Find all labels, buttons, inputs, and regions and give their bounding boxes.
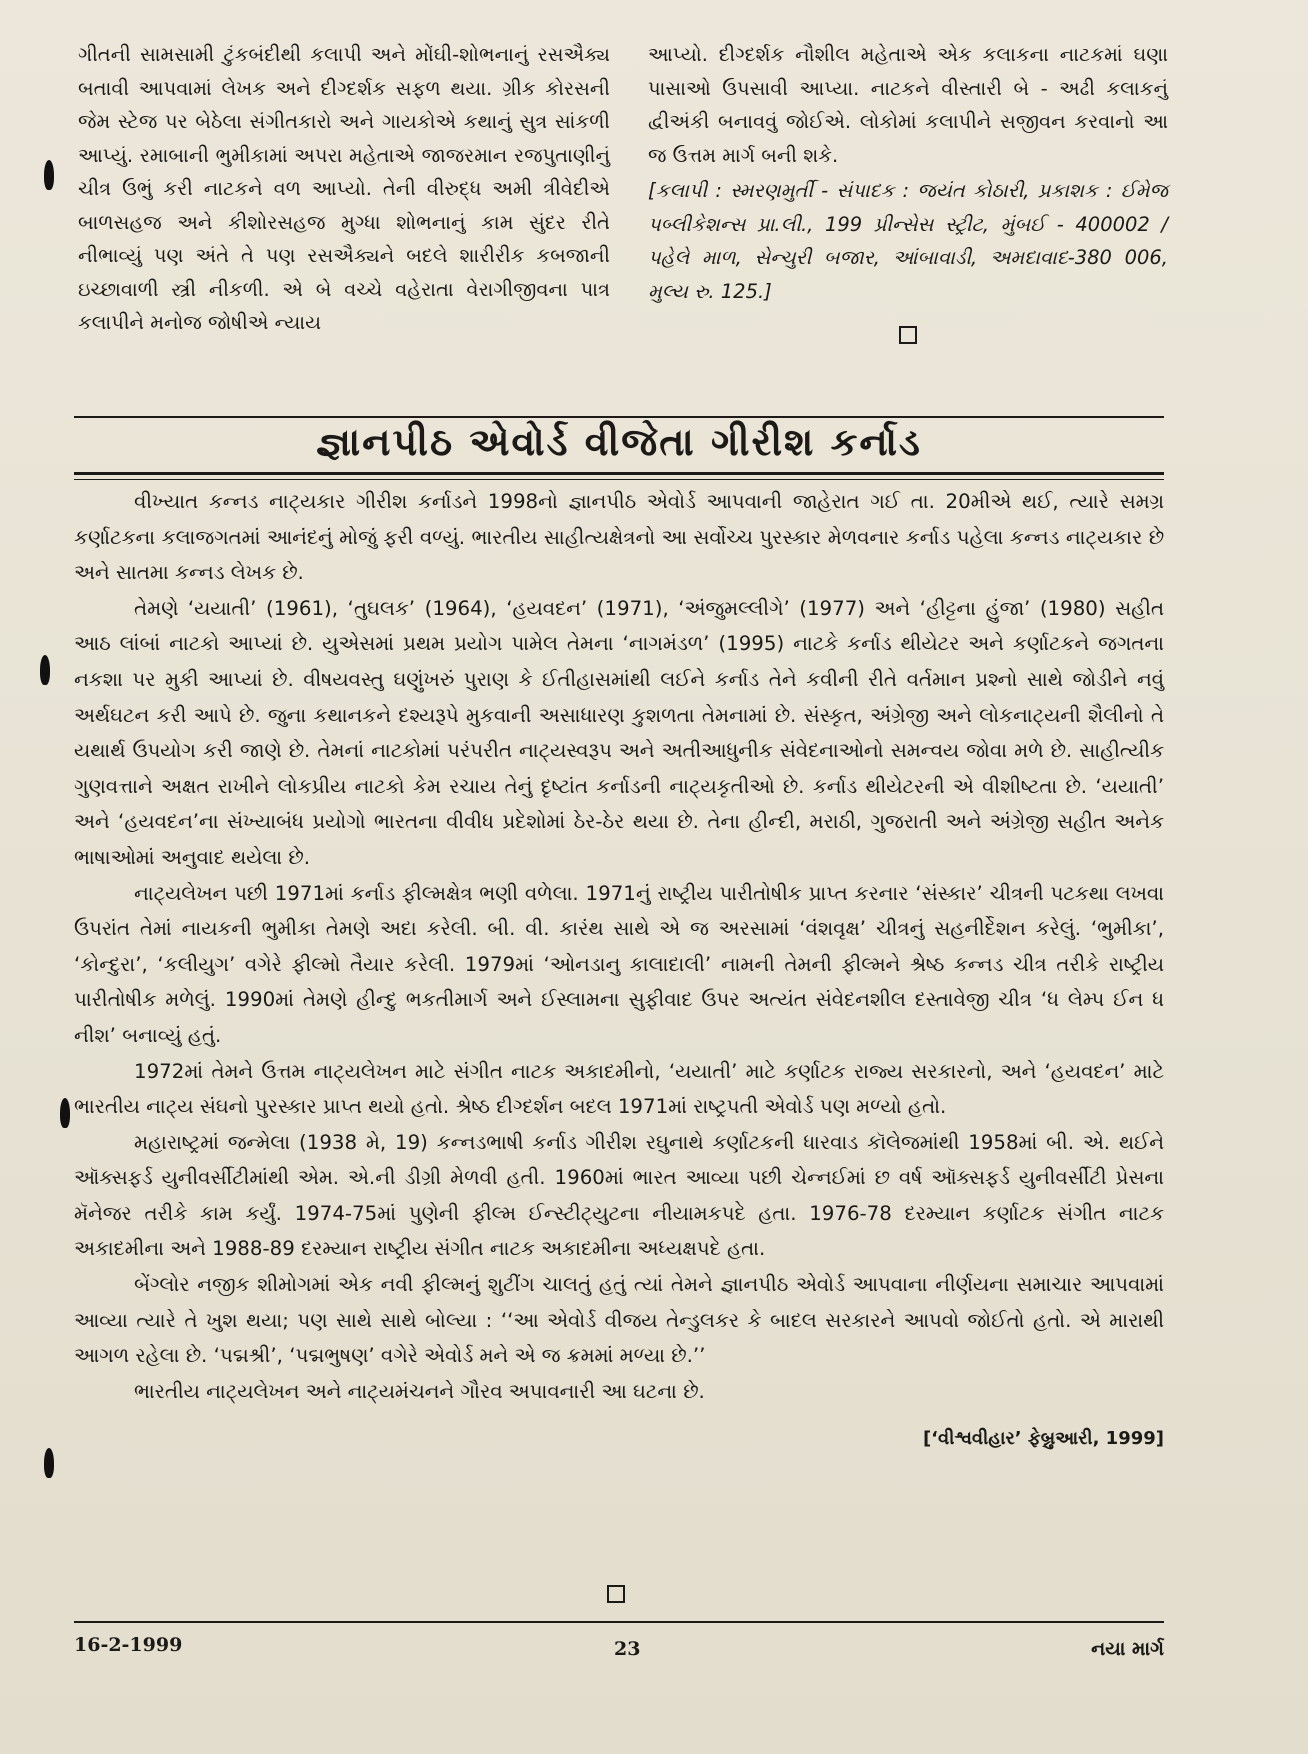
left-column-text: ગીતની સામસામી ટુંકબંદીથી કલાપી અને મોંઘી-શોભનાનું રસઐક્ય બતાવી આપવામાં લેખક અને દીગ્દર્શક સફળ થયા. ગ્રીક કોરસની જેમ સ્ટેજ પર બેઠેલા સંગીતકારો અને ગાયકોએ કથાનું સુત્ર સાંકળી આપ્યું. રમાબાની ભુમીકામાં અપરા મહેતાએ જાજરમાન રજપુતાણીનું ચીત્ર ઉભું કરી નાટકને વળ આપ્યો. તેની વીરુદ્ધ અમી ત્રીવેદીએ બાળસહજ અને કીશોરસહજ મુગ્ધા શોભનાનું કામ સુંદર રીતે નીભાવ્યું પણ અંતે તે પણ રસઐક્યને બદલે શારીરીક કબજાની ઇચ્છાવાળી સ્ત્રી નીકળી. એ બે વચ્ચે વહેરાતા વેરાગીજીવના પાત્ર કલાપીને મનોજ જોષીએ ન્યાય <box>78 43 610 334</box>
right-column-text: આપ્યો. દીગ્દર્શક નૌશીલ મહેતાએ એક કલાકના નાટકમાં ઘણા પાસાઓ ઉપસાવી આપ્યા. નાટકને વીસ્તારી બે - અઢી કલાકનું દ્વીઅંકી બનાવવું જોઈએ. લોકોમાં કલાપીને સજીવન કરવાનો આ જ ઉત્તમ માર્ગ બની શકે. <box>648 43 1168 167</box>
binding-punch-mark <box>44 1448 54 1478</box>
paragraph: બેંગ્લોર નજીક શીમોગમાં એક નવી ફીલ્મનું શુટીંગ ચાલતું હતું ત્યાં તેમને જ્ઞાનપીઠ એવોર્ડ આપવાના નીર્ણયના સમાચાર આપવામાં આવ્યા ત્યારે તે ખુશ થયા; પણ સાથે સાથે બોલ્યા : ‘‘આ એવોર્ડ વીજય તેન્ડુલકર કે બાદલ સરકારને આપવો જોઈતો હતો. એ મારાથી આગળ રહેલા છે. ‘પદ્મશ્રી’, ‘પદ્મભુષણ’ વગેરે એવોર્ડ મને એ જ ક્રમમાં મળ્યા છે.’’ <box>74 1273 1164 1368</box>
magazine-name: નયા માર્ગ <box>1091 1638 1164 1660</box>
footer-date: 16-2-1999 <box>74 1634 183 1656</box>
page-footer <box>74 1628 1164 1668</box>
footer-rule <box>74 1621 1164 1623</box>
title-bottom-rule <box>74 472 1164 475</box>
paragraph: ભારતીય નાટ્યલેખન અને નાટ્યમંચનને ગૌરવ અપાવનારી આ ઘટના છે. <box>134 1379 705 1403</box>
paragraph: 1972માં તેમને ઉત્તમ નાટ્યલેખન માટે સંગીત નાટક અકાદમીનો, ‘યયાતી’ માટે કર્ણાટક રાજ્ય સરકારનો, અને ‘હયવદન’ માટે ભારતીય નાટ્ય સંઘનો પુરસ્કાર પ્રાપ્ત થયો હતો. શ્રેષ્ઠ દીગ્દર્શન બદલ 1971માં રાષ્ટ્રપતી એવોર્ડ પણ મળ્યો હતો. <box>74 1059 1164 1119</box>
paragraph: નાટ્યલેખન પછી 1971માં કર્નાડ ફીલ્મક્ષેત્ર ભણી વળેલા. 1971નું રાષ્ટ્રીય પારીતોષીક પ્રાપ્ત કરનાર ‘સંસ્કાર’ ચીત્રની પટકથા લખવા ઉપરાંત તેમાં નાયકની ભુમીકા તેમણે અદા કરેલી. બી. વી. કારંથ સાથે એ જ અરસામાં ‘વંશવૃક્ષ’ ચીત્રનું સહનીર્દેશન કરેલું. ‘ભુમીકા’, ‘કોન્દુરા’, ‘કલીયુગ’ વગેરે ફીલ્મો તૈયાર કરેલી. 1979માં ‘ઓનડાનુ કાલાદાલી’ નામની તેમની ફીલ્મને શ્રેષ્ઠ કન્નડ ચીત્ર તરીકે રાષ્ટ્રીય પારીતોષીક મળેલું. 1990માં તેમણે હીન્દુ ભકતીમાર્ગ અને ઈસ્લામના સુફીવાદ ઉપર અત્યંત સંવેદનશીલ દસ્તાવેજી ચીત્ર ‘ધ લેમ્પ ઈન ધ નીશ’ બનાવ્યું હતું. <box>74 881 1164 1047</box>
book-reference: [કલાપી : સ્મરણમુર્તી - સંપાદક : જયંત કોઠારી, પ્રકાશક : ઈમેજ પબ્લીકેશન્સ પ્રા.લી., 199 પ્રીન્સેસ સ્ટ્રીટ, મુંબઈ - 400002 / પહેલે માળ, સેન્ચુરી બજાર, આંબાવાડી, અમદાવાદ-380 006, મુલ્ય રુ. 125.] <box>648 179 1168 303</box>
end-mark-square <box>899 326 917 344</box>
title-bottom-rule-thin <box>74 479 1164 480</box>
article-title: જ્ઞાનપીઠ એવોર્ડ વીજેતા ગીરીશ કર્નાડ <box>316 420 922 464</box>
page-number: 23 <box>614 1638 641 1660</box>
binding-punch-mark <box>44 160 54 190</box>
paragraph: મહારાષ્ટ્રમાં જન્મેલા (1938 મે, 19) કન્નડભાષી કર્નાડ ગીરીશ રઘુનાથે કર્ણાટકની ધારવાડ કૉલેજમાંથી 1958માં બી. એ. થઈને ઑક્સફર્ડ યુનીવર્સીટીમાંથી એમ. એ.ની ડીગ્રી મેળવી હતી. 1960માં ભારત આવ્યા પછી ચેન્નઈમાં છ વર્ષ ઑક્સફર્ડ યુનીવર્સીટી પ્રેસના મૅનેજર તરીકે કામ કર્યું. 1974-75માં પુણેની ફીલ્મ ઈન્સ્ટીટ્યુટના નીયામકપદે હતા. 1976-78 દરમ્યાન કર્ણાટક સંગીત નાટક અકાદમીના અને 1988-89 દરમ્યાન રાષ્ટ્રીય સંગીત નાટક અકાદમીના અધ્યક્ષપદે હતા. <box>74 1130 1164 1261</box>
article-end-mark-square <box>607 1585 625 1603</box>
right-column <box>648 38 1168 398</box>
paragraph: વીખ્યાત કન્નડ નાટ્યકાર ગીરીશ કર્નાડને 1998નો જ્ઞાનપીઠ એવોર્ડ આપવાની જાહેરાત ગઈ તા. 20મીએ થઈ, ત્યારે સમગ્ર કર્ણાટકના કલાજગતમાં આનંદનું મોજું ફરી વળ્યું. ભારતીય સાહીત્યક્ષેત્રનો આ સર્વોચ્ચ પુરસ્કાર મેળવનાર કર્નાડ પહેલા કન્નડ નાટ્યકાર છે અને સાતમા કન્નડ લેખક છે. <box>74 490 1164 585</box>
binding-punch-mark <box>40 655 50 685</box>
article-source: [‘વીશ્વવીહાર’ ફેબ્રુઆરી, 1999] <box>922 1428 1164 1450</box>
previous-article-continuation <box>78 38 1168 398</box>
paragraph: તેમણે ‘યયાતી’ (1961), ‘તુઘલક’ (1964), ‘હયવદન’ (1971), ‘અંજુમલ્લીગે’ (1977) અને ‘હીટ્ટના હુંજા’ (1980) સહીત આઠ લાંબાં નાટકો આપ્યાં છે. યુએસમાં પ્રથમ પ્રયોગ પામેલ તેમના ‘નાગમંડળ’ (1995) નાટકે કર્નાડ થીયેટર અને કર્ણાટકને જગતના નકશા પર મુકી આપ્યાં છે. વીષયવસ્તુ ઘણુંખરું પુરાણ કે ઈતીહાસમાંથી લઈને કર્નાડ તેને કવીની રીતે વર્તમાન પ્રશ્નો સાથે જોડીને નવું અર્થઘટન કરી આપે છે. જુના કથાનકને દશ્યરૂપે મુકવાની અસાધારણ કુશળતા તેમનામાં છે. સંસ્કૃત, અંગ્રેજી અને લોકનાટ્યની શૈલીનો તે યથાર્થ ઉપયોગ કરી જાણે છે. તેમનાં નાટકોમાં પરંપરીત નાટ્યસ્વરૂપ અને અતીઆધુનીક સંવેદનાઓનો સમન્વય જોવા મળે છે. સાહીત્યીક ગુણવત્તાને અક્ષત રાખીને લોકપ્રીય નાટકો કેમ રચાય તેનું દૃષ્ટાંત કર્નાડની નાટ્યકૃતીઓ છે. કર્નાડ થીયેટરની એ વીશીષ્ટતા છે. ‘યયાતી’ અને ‘હયવદન’ના સંખ્યાબંધ પ્રયોગો ભારતના વીવીધ પ્રદેશોમાં ઠેર-ઠેર થયા છે. તેના હીન્દી, મરાઠી, ગુજરાતી અને અંગ્રેજી સહીત અનેક ભાષાઓમાં અનુવાદ થયેલા છે. <box>74 596 1164 869</box>
binding-punch-mark <box>60 1098 70 1128</box>
article-body <box>74 484 1164 1457</box>
